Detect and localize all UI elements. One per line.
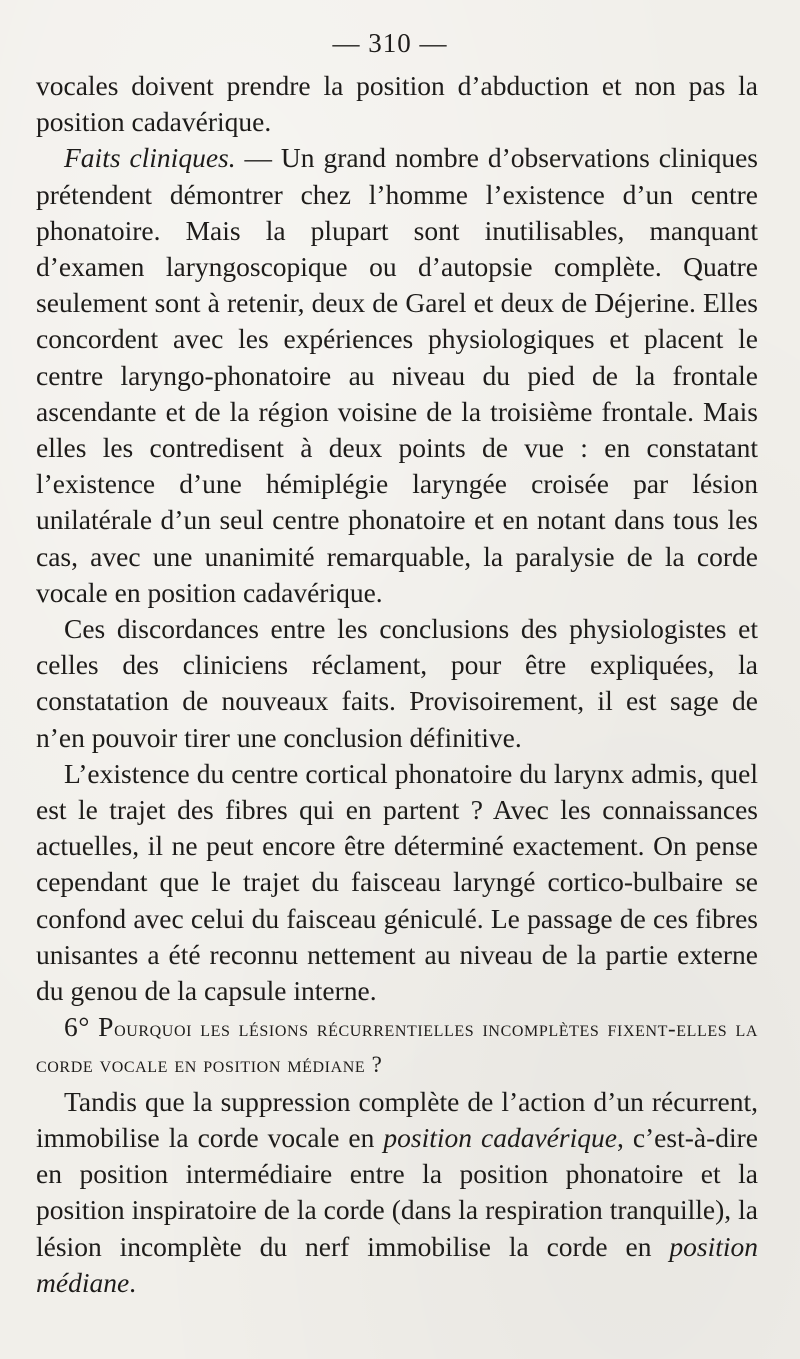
paragraph-cortical-center [36,756,758,1009]
section-title: ourquoi les lésions récurrentielles incomplètes fixent-elles la corde vocale en position médiane ? [36,1016,758,1078]
page-body [36,68,758,1301]
page-number: — 310 — [332,28,448,58]
paragraph-clinical-facts [36,140,758,611]
paragraph-text: — Un grand nombre d’observations cliniques prétendent démontrer chez l’homme l’existence d’un centre phonatoire. Mais la plupart sont inutilisables, manquant d’examen laryngoscopique ou d’autopsie complète. Quatre seulement sont à retenir, deux de Garel et deux de Déjerine. Elles concordent avec les expériences physiologiques et placent le centre laryngo-phonatoire au niveau du pied de la frontale ascendante et de la région voisine de la troisième frontale. Mais elles les contredisent à deux points de vue : en constatant l’existence d’une hémiplégie laryngée croisée par lésion unilatérale d’un seul centre phonatoire et en notant dans tous les cas, avec une unanimité remarquable, la paralysie de la corde vocale en position cadavérique. [36,142,758,608]
paragraph-text: , c’est-à-dire en position intermédiaire entre la position phonatoire et la position inspiratoire de la corde (dans la respiration tranquille), la lésion incomplète du nerf immobilise la corde en [36,1121,758,1262]
paragraph-continuation [36,68,758,140]
section-initial: P [98,1011,115,1043]
paragraph-incomplete-lesion [36,1084,758,1301]
paragraph-text: vocales doivent prendre la position d’abduction et non pas la position cadavérique. [36,70,758,138]
paragraph-text: Ces discordances entre les conclusions des physiologistes et celles des cliniciens réclament, pour être expliquées, la constatation de nouveaux faits. Provisoirement, il est sage de n’en pouvoir tirer une conclusion définitive. [36,613,758,753]
section-number: 6° [64,1011,90,1043]
section-heading [36,1009,758,1083]
emphasis-cadaveric-position: position cadavérique [383,1121,617,1153]
paragraph-text: L’existence du centre cortical phonatoire du larynx admis, quel est le trajet des fibres qui en partent ? Avec les connaissances actuelles, il ne peut encore être déterminé exactement. On pense cependant que le trajet du faisceau laryngé cortico-bulbaire se confond avec celui du faisceau géniculé. Le passage de ces fibres unisantes a été reconnu nettement au niveau de la partie externe du genou de la capsule interne. [36,757,758,1007]
paragraph-discordances [36,611,758,756]
paragraph-text: Tandis que la suppression complète de l’action d’un récurrent, immobilise la corde vocale en [36,1085,758,1153]
emphasis-median-position: position médiane [36,1230,758,1298]
paragraph-text: . [129,1266,137,1298]
paragraph-lead-italic: Faits cliniques. [64,142,236,174]
